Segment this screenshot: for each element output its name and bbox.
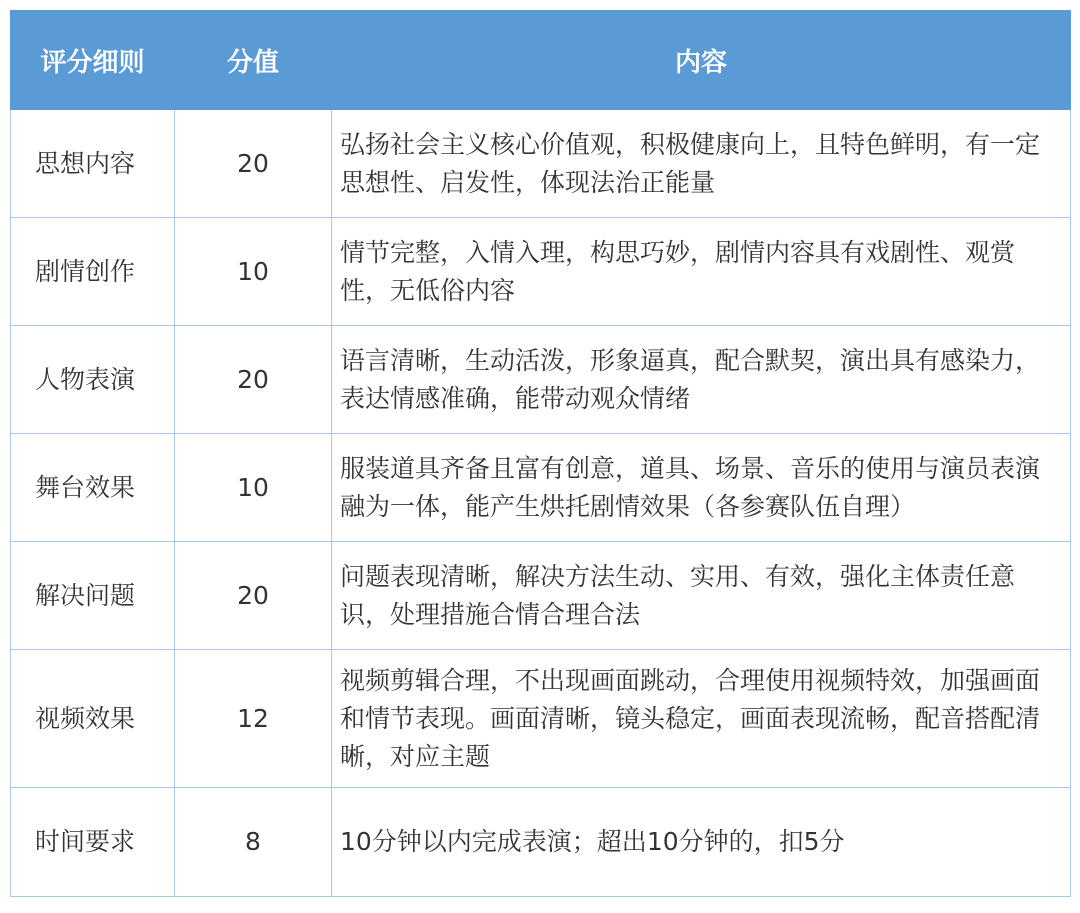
- score-cell: 20: [175, 110, 332, 218]
- content-cell: 视频剪辑合理，不出现画面跳动，合理使用视频特效，加强画面和情节表现。画面清晰，镜头稳定，画面表现流畅，配音搭配清晰，对应主题: [332, 650, 1071, 788]
- score-cell: 10: [175, 434, 332, 542]
- table-header: [11, 11, 1071, 110]
- scoring-table-container: [10, 10, 1070, 903]
- scoring-criteria-table: [10, 10, 1071, 897]
- criteria-cell: 剧情创作: [11, 218, 175, 326]
- table-body: [11, 110, 1071, 897]
- table-row: [11, 650, 1071, 788]
- score-cell: 8: [175, 788, 332, 897]
- score-cell: 10: [175, 218, 332, 326]
- table-row: [11, 434, 1071, 542]
- table-row: [11, 542, 1071, 650]
- content-cell: 服装道具齐备且富有创意，道具、场景、音乐的使用与演员表演融为一体，能产生烘托剧情效果（各参赛队伍自理）: [332, 434, 1071, 542]
- table-row: [11, 788, 1071, 897]
- criteria-cell: 思想内容: [11, 110, 175, 218]
- content-cell: 弘扬社会主义核心价值观，积极健康向上，且特色鲜明，有一定思想性、启发性，体现法治正能量: [332, 110, 1071, 218]
- content-cell: 情节完整，入情入理，构思巧妙，剧情内容具有戏剧性、观赏性，无低俗内容: [332, 218, 1071, 326]
- table-row: [11, 110, 1071, 218]
- header-criteria: 评分细则: [11, 11, 175, 110]
- header-content: 内容: [332, 11, 1071, 110]
- criteria-cell: 时间要求: [11, 788, 175, 897]
- header-score: 分值: [175, 11, 332, 110]
- table-row: [11, 218, 1071, 326]
- table-row: [11, 326, 1071, 434]
- content-cell: 语言清晰，生动活泼，形象逼真，配合默契，演出具有感染力，表达情感准确，能带动观众情绪: [332, 326, 1071, 434]
- criteria-cell: 人物表演: [11, 326, 175, 434]
- criteria-cell: 解决问题: [11, 542, 175, 650]
- content-cell: 问题表现清晰，解决方法生动、实用、有效，强化主体责任意识，处理措施合情合理合法: [332, 542, 1071, 650]
- criteria-cell: 视频效果: [11, 650, 175, 788]
- score-cell: 12: [175, 650, 332, 788]
- score-cell: 20: [175, 326, 332, 434]
- content-cell: 10分钟以内完成表演；超出10分钟的，扣5分: [332, 788, 1071, 897]
- criteria-cell: 舞台效果: [11, 434, 175, 542]
- score-cell: 20: [175, 542, 332, 650]
- header-row: [11, 11, 1071, 110]
